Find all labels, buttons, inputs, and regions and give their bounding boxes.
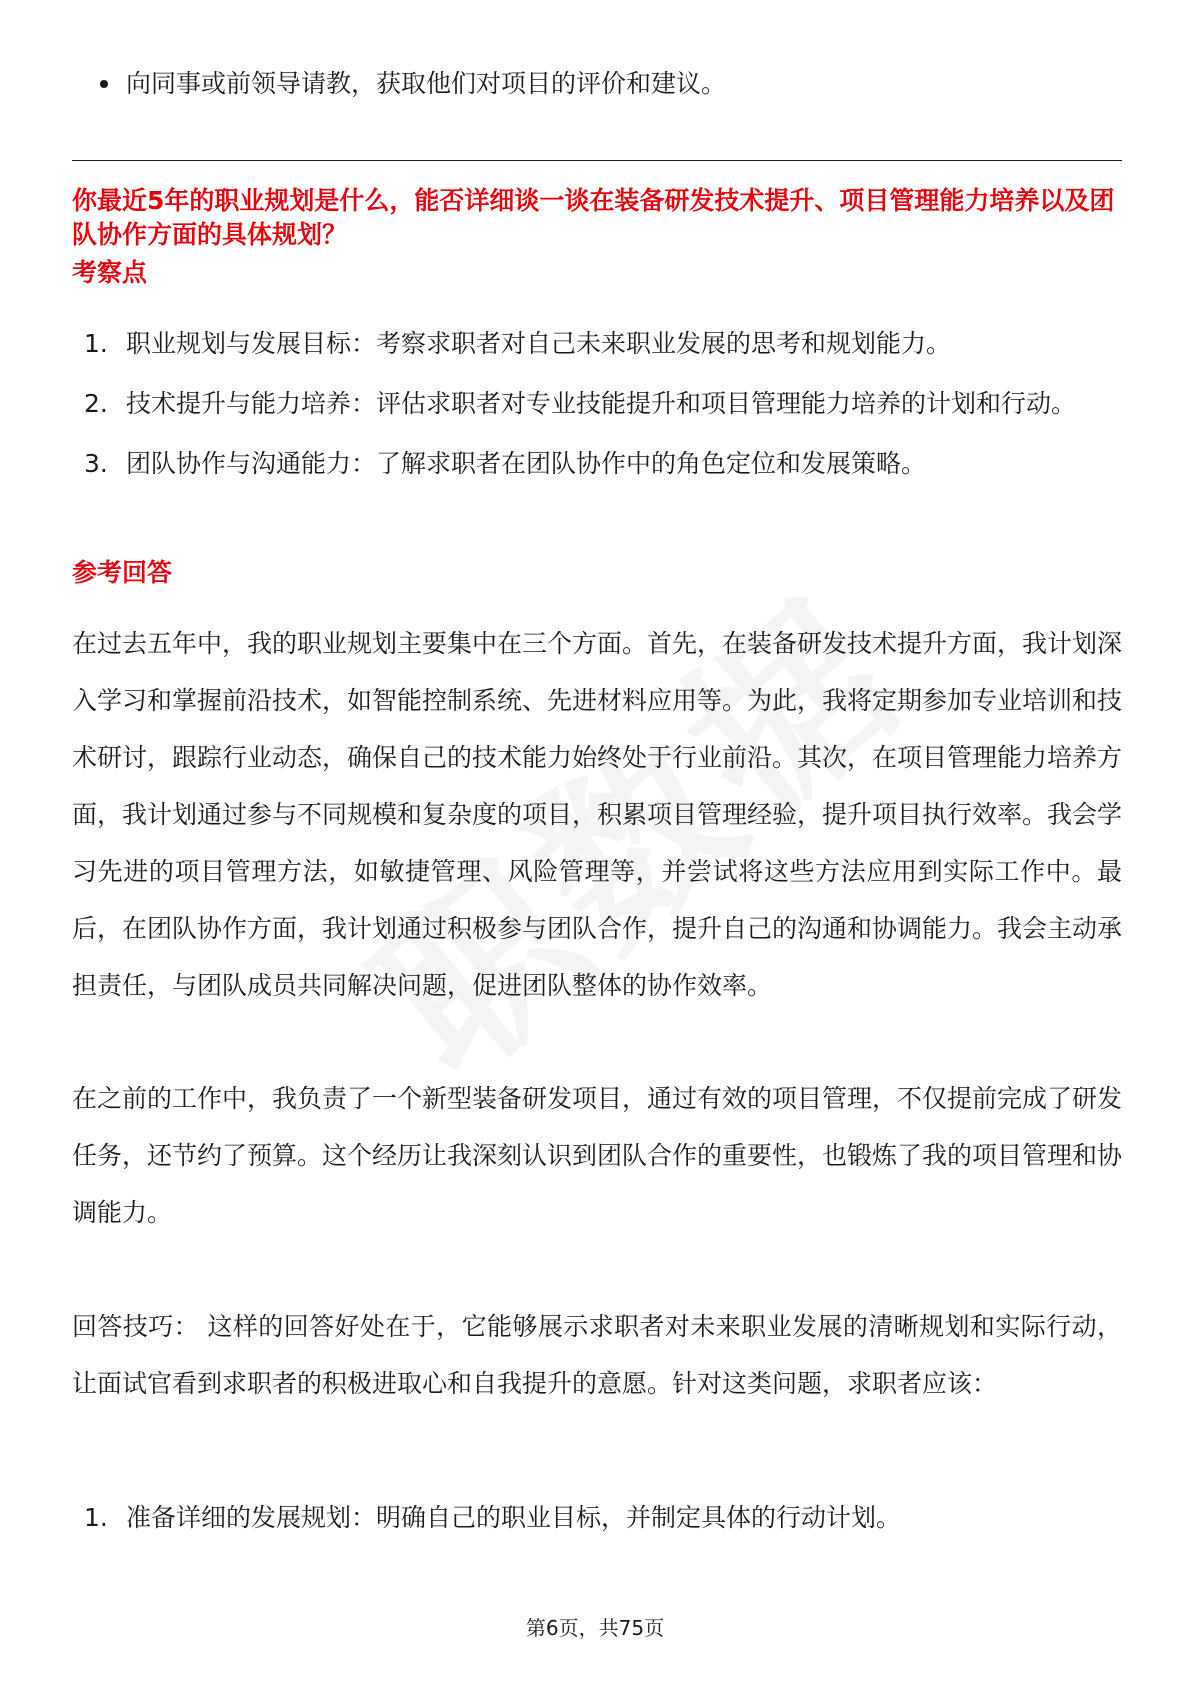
item-text: 技术提升与能力培养：评估求职者对专业技能提升和项目管理能力培养的计划和行动。 <box>126 389 1077 418</box>
item-text: 职业规划与发展目标：考察求职者对自己未来职业发展的思考和规划能力。 <box>126 329 952 358</box>
assessment-item <box>72 316 1122 372</box>
section-divider <box>72 160 1122 161</box>
item-text: 准备详细的发展规划：明确自己的职业目标，并制定具体的行动计划。 <box>126 1503 902 1532</box>
tip-item <box>72 1490 1122 1546</box>
tips-list <box>72 1490 1122 1550</box>
item-number: 2. <box>84 389 108 418</box>
item-number: 1. <box>84 329 108 358</box>
answer-paragraph: 在过去五年中，我的职业规划主要集中在三个方面。首先，在装备研发技术提升方面，我计划深入学习和掌握前沿技术，如智能控制系统、先进材料应用等。为此，我将定期参加专业培训和技术研讨，跟踪行业动态，确保自己的技术能力始终处于行业前沿。其次，在项目管理能力培养方面，我计划通过参与不同规模和复杂度的项目，积累项目管理经验，提升项目执行效率。我会学习先进的项目管理方法，如敏捷管理、风险管理等，并尝试将这些方法应用到实际工作中。最后，在团队协作方面，我计划通过积极参与团队合作，提升自己的沟通和协调能力。我会主动承担责任，与团队成员共同解决问题，促进团队整体的协作效率。 <box>72 629 1123 1000</box>
item-text: 团队协作与沟通能力：了解求职者在团队协作中的角色定位和发展策略。 <box>126 449 927 478</box>
assessment-item <box>72 436 1122 492</box>
reference-heading: 参考回答 <box>72 558 173 587</box>
assessment-item <box>72 376 1122 432</box>
item-number: 1. <box>84 1503 108 1532</box>
top-bullet-list <box>72 56 726 112</box>
page-footer: 第6页，共75页 <box>525 1616 665 1640</box>
assessment-heading: 考察点 <box>72 258 148 287</box>
document-page <box>72 0 1122 1684</box>
answer-paragraph: 在之前的工作中，我负责了一个新型装备研发项目，通过有效的项目管理，不仅提前完成了研发任务，还节约了预算。这个经历让我深刻认识到团队合作的重要性，也锻炼了我的项目管理和协调能力。 <box>72 1084 1123 1227</box>
question-heading: 你最近5年的职业规划是什么，能否详细谈一谈在装备研发技术提升、项目管理能力培养以及团队协作方面的具体规划？ <box>72 186 1115 249</box>
item-number: 3. <box>84 449 108 478</box>
bullet-item: 向同事或前领导请教，获取他们对项目的评价和建议。 <box>72 56 726 112</box>
tips-paragraph: 回答技巧： 这样的回答好处在于，它能够展示求职者对未来职业发展的清晰规划和实际行动，让面试官看到求职者的积极进取心和自我提升的意愿。针对这类问题，求职者应该： <box>72 1312 1122 1398</box>
assessment-list <box>72 316 1122 496</box>
